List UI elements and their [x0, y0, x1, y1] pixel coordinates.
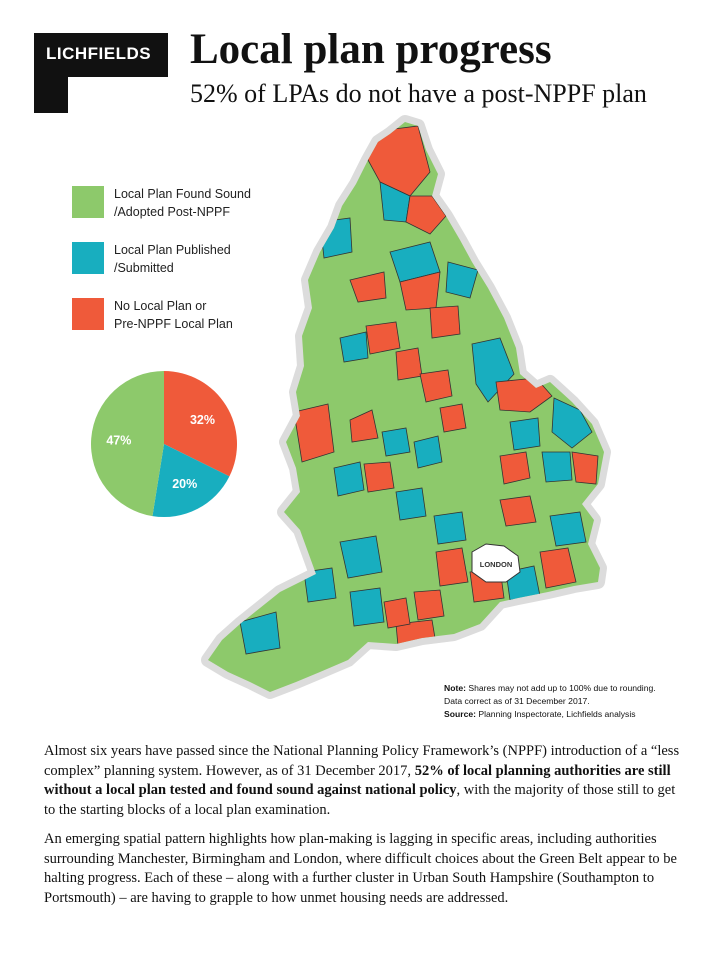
source-label: Source: [444, 709, 476, 719]
map-region [414, 590, 444, 620]
body-paragraph-1 [44, 742, 684, 820]
legend-line: /Adopted Post-NPPF [114, 205, 231, 219]
legend-label-adopted [114, 185, 294, 221]
legend-item-adopted [72, 186, 292, 220]
map-region [364, 462, 394, 492]
legend-label-published [114, 241, 294, 277]
map-region [430, 306, 460, 338]
logo-text: LICHFIELDS [46, 44, 152, 63]
pie-chart-svg [90, 370, 238, 518]
legend-line: No Local Plan or [114, 299, 207, 313]
legend-swatch-no-plan [72, 298, 104, 330]
body-p1-a: Almost six years have passed since the National Planning Policy Framework’s (NPPF) introduction of a “less complex” planning system. However, as of 31 December 2017, [44, 743, 680, 779]
map-region [572, 452, 598, 484]
map-region [436, 548, 468, 586]
pie-chart [90, 370, 238, 518]
map-region [366, 322, 400, 354]
map-region [440, 404, 466, 432]
body-paragraph-2: An emerging spatial pattern highlights how plan-making is lagging in specific areas, including authorities surrounding Manchester, Birmingham and London, where difficult choices about the Green Belt appear to be halting progress. Each of these – along with a further cluster in Urban South Hampshire (Southampton to Portsmouth) – are having to grapple to how unmet housing needs are addressed. [44, 831, 677, 906]
map-region [500, 452, 530, 484]
map-region [340, 536, 382, 578]
map-region [382, 428, 410, 456]
map-region [334, 462, 364, 496]
body-p1-bold: 52% of local planning authorities are still without a local plan tested and found sound against national policy [44, 762, 671, 799]
legend-item-no-plan [72, 298, 292, 332]
logo-stem [34, 77, 68, 113]
legend-line: Local Plan Published [114, 243, 231, 257]
body-p1-b: , with the majority of those still to get to the starting blocks of a local plan examination. [44, 782, 676, 818]
map-region [384, 598, 410, 628]
legend-line: Local Plan Found Sound [114, 187, 251, 201]
note-label: Note: [444, 683, 466, 693]
map-region [510, 418, 540, 450]
source-line [444, 708, 709, 721]
london-label: LONDON [479, 560, 513, 569]
page-title: Local plan progress [190, 26, 552, 73]
pie-label-adopted: 47% [106, 433, 132, 448]
map-region [396, 488, 426, 520]
legend-line: Pre-NPPF Local Plan [114, 317, 233, 331]
legend-line: /Submitted [114, 261, 174, 275]
data-date-line: Data correct as of 31 December 2017. [444, 696, 590, 706]
legend-swatch-adopted [72, 186, 104, 218]
page-subtitle: 52% of LPAs do not have a post-NPPF plan [190, 79, 647, 108]
pie-label-no-plan: 32% [189, 413, 215, 428]
map-region [396, 348, 422, 380]
map-region [550, 512, 586, 546]
map-region [434, 512, 466, 544]
map-region [542, 452, 572, 482]
source-text: Planning Inspectorate, Lichfields analysis [476, 709, 636, 719]
note-line [444, 682, 709, 695]
pie-label-published: 20% [172, 477, 198, 492]
map-region [350, 588, 384, 626]
legend-item-published [72, 242, 292, 276]
legend-label-no-plan [114, 297, 294, 333]
legend-swatch-published [72, 242, 104, 274]
map-region [420, 370, 452, 402]
chart-notes [444, 682, 709, 721]
map-region [500, 496, 536, 526]
lichfields-logo [34, 33, 168, 113]
note-text: Shares may not add up to 100% due to rounding. [465, 683, 656, 693]
map-region [414, 436, 442, 468]
